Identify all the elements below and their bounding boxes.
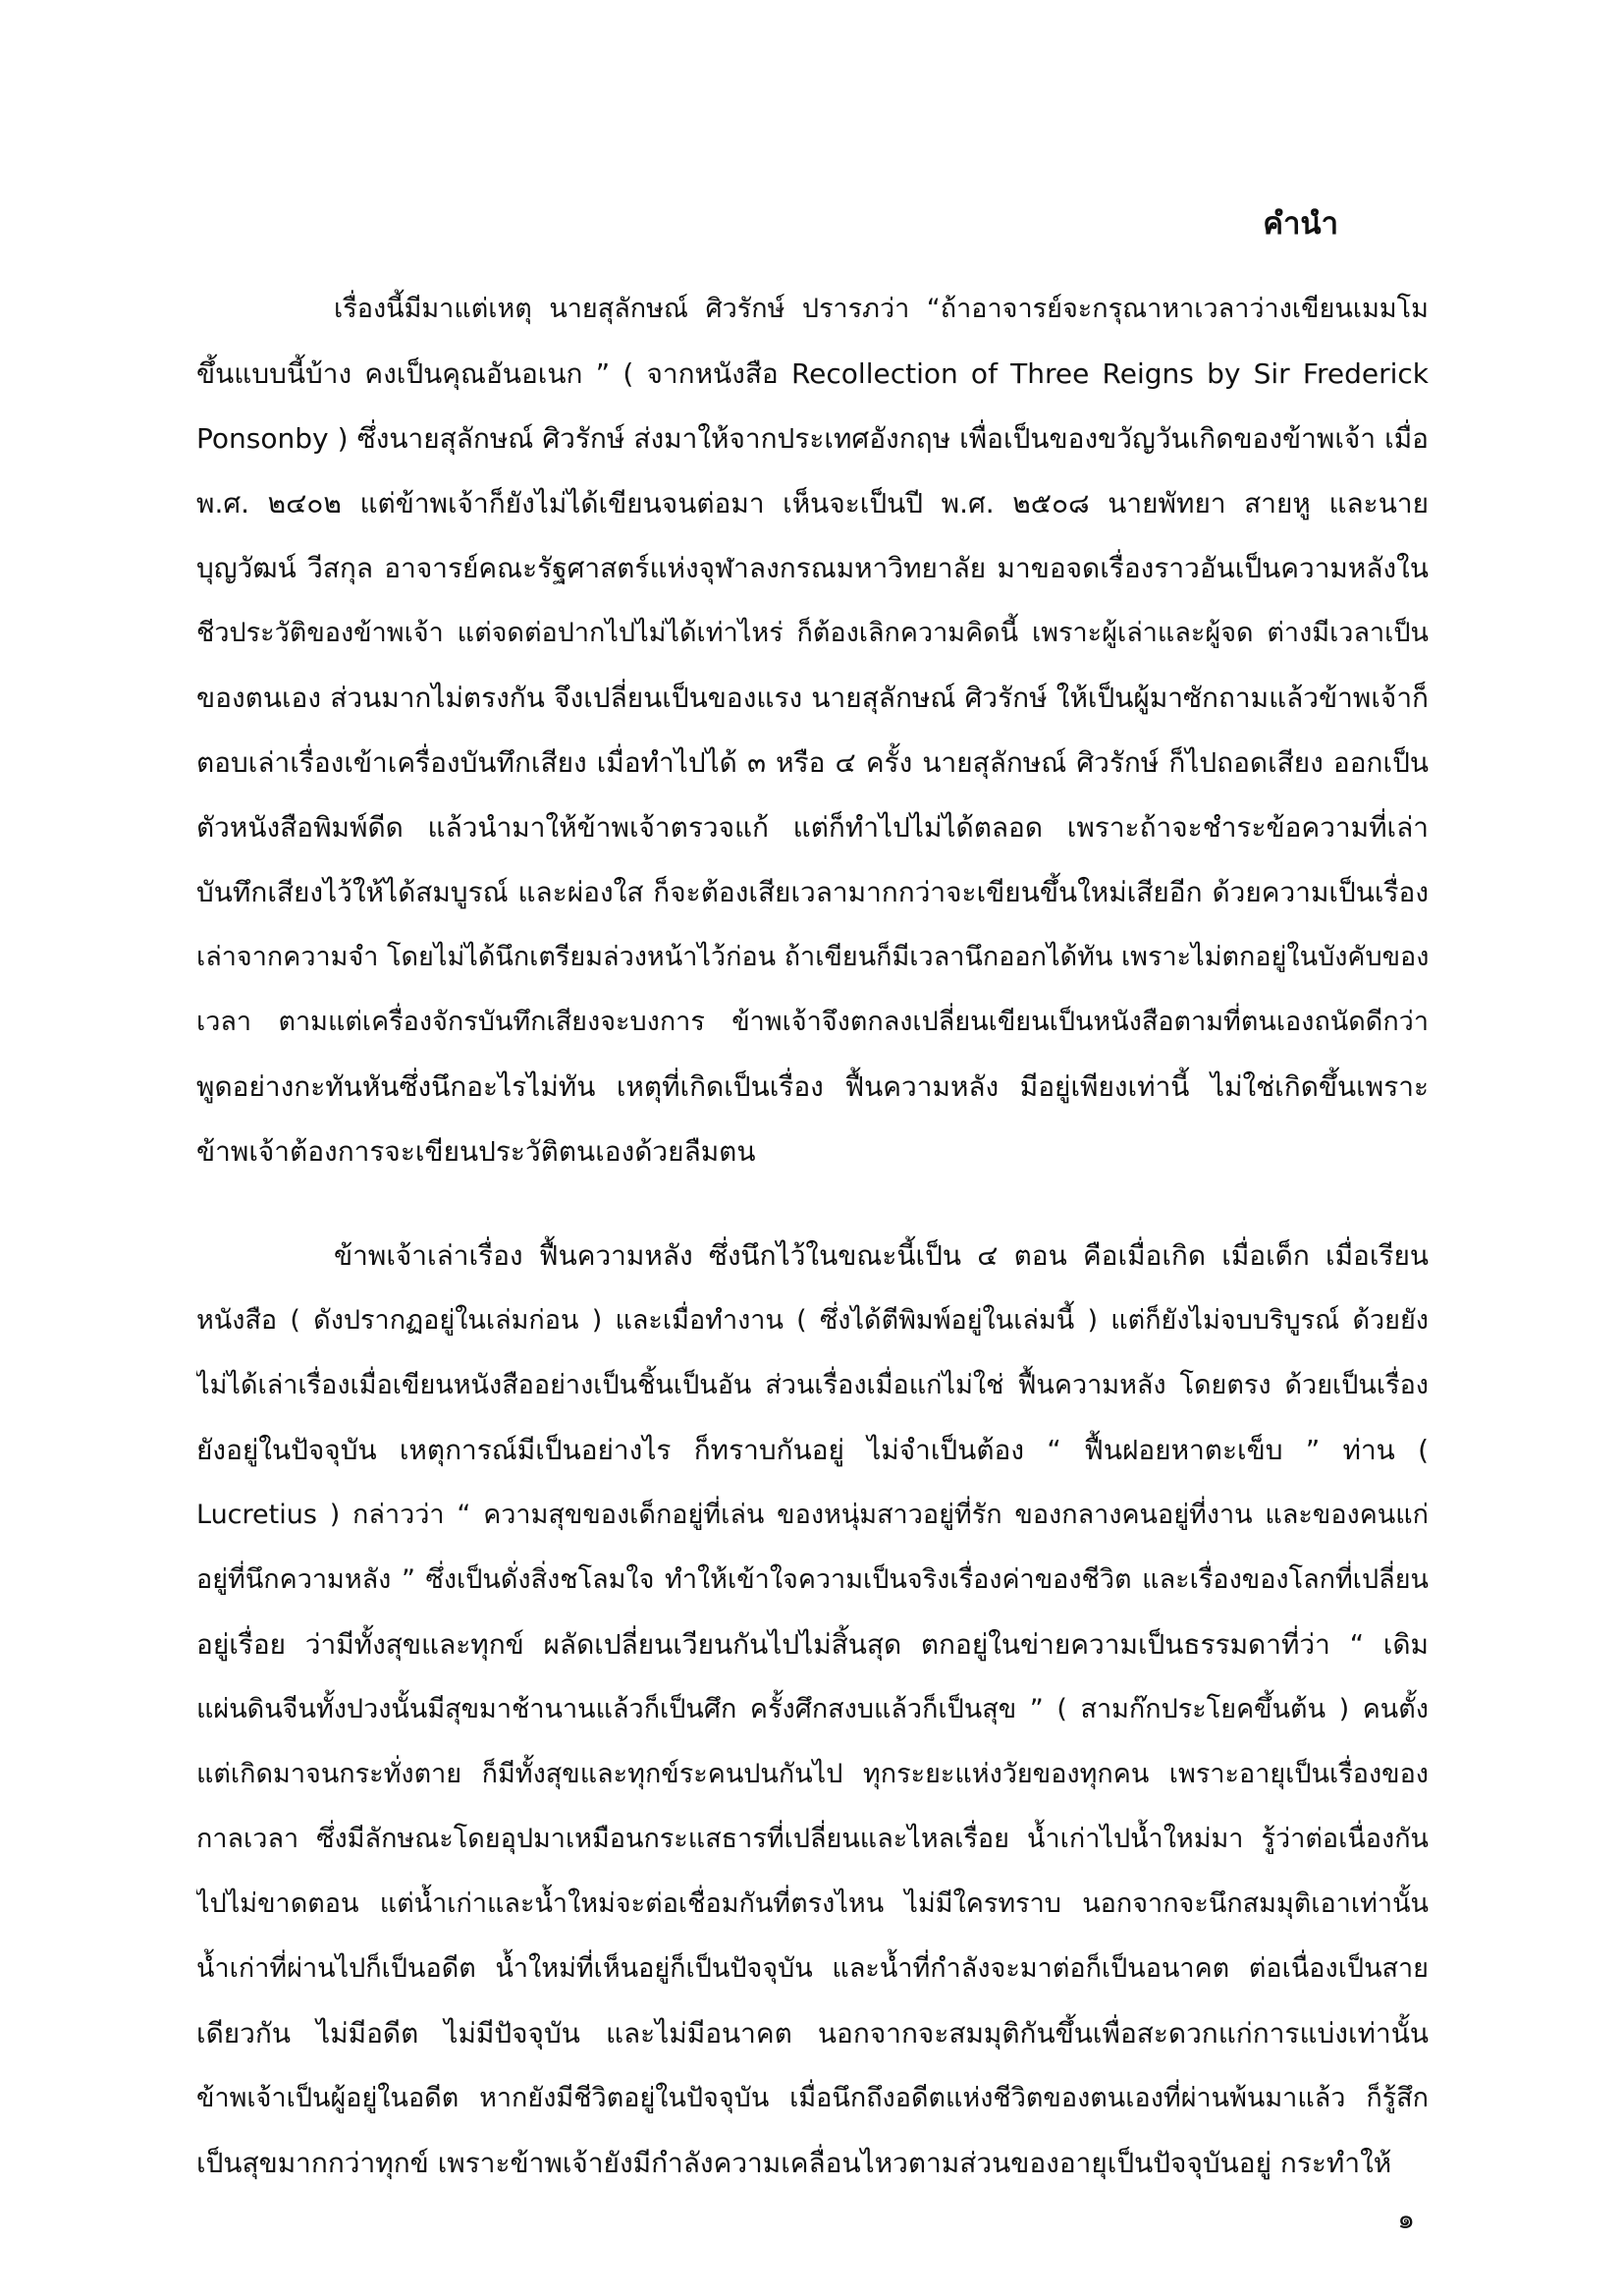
page-number: ๑ xyxy=(1397,2203,1415,2235)
paragraph-1 xyxy=(196,277,1429,1184)
text-line: ของตนเอง ส่วนมากไม่ตรงกัน จึงเปลี่ยนเป็นของแรง นายสุลักษณ์ ศิวรักษ์ ให้เป็นผู้มาซักถามแล้วข้าพเจ้าก็ xyxy=(196,682,1429,714)
text-line: บุญวัฒน์ วีสกุล อาจารย์คณะรัฐศาสตร์แห่งจุฬาลงกรณมหาวิทยาลัย มาขอจดเรื่องราวอันเป็นความหลังใน xyxy=(196,552,1429,584)
text-line: Ponsonby ) ซึ่งนายสุลักษณ์ ศิวรักษ์ ส่งมาให้จากประเทศอังกฤษ เพื่อเป็นของขวัญวันเกิดของข้าพเจ้า เมื่อ xyxy=(196,422,1429,455)
text-line: ขึ้นแบบนี้บ้าง คงเป็นคุณอันอเนก ” ( จากหนังสือ Recollection of Three Reigns by Sir Frederick xyxy=(196,357,1429,390)
text-line: เล่าจากความจำ โดยไม่ได้นึกเตรียมล่วงหน้าไว้ก่อน ถ้าเขียนก็มีเวลานึกออกได้ทัน เพราะไม่ตกอยู่ในบังคับของ xyxy=(196,942,1429,972)
text-line: พ.ศ. ๒๔๐๒ แต่ข้าพเจ้าก็ยังไม่ได้เขียนจนต่อมา เห็นจะเป็นปี พ.ศ. ๒๕๐๘ นายพัทยา สายหู และนาย xyxy=(196,487,1429,519)
text-line: ชีวประวัติของข้าพเจ้า แต่จดต่อปากไปไม่ได้เท่าไหร่ ก็ต้องเลิกความคิดนี้ เพราะผู้เล่าและผู้จด ต่างมีเวลาเป็น xyxy=(196,618,1429,648)
body-text xyxy=(196,277,1429,2196)
text-line: ไปไม่ขาดตอน แต่น้ำเก่าและน้ำใหม่จะต่อเชื่อมกันที่ตรงไหน ไม่มีใครทราบ นอกจากจะนึกสมมุติเอาเท่านั้น xyxy=(196,1888,1429,1919)
text-line: พูดอย่างกะทันหันซึ่งนึกอะไรไม่ทัน เหตุที่เกิดเป็นเรื่อง ฟื้นความหลัง มีอยู่เพียงเท่านี้ ไม่ใช่เกิดขึ้นเพราะ xyxy=(196,1070,1429,1103)
text-line: ตอบเล่าเรื่องเข้าเครื่องบันทึกเสียง เมื่อทำไปได้ ๓ หรือ ๔ ครั้ง นายสุลักษณ์ ศิวรักษ์ ก็ไปถอดเสียง ออกเป็น xyxy=(196,746,1429,779)
page-title: คำนำ xyxy=(1263,206,1338,242)
text-line: เรื่องนี้มีมาแต่เหตุ นายสุลักษณ์ ศิวรักษ์ ปรารภว่า “ถ้าอาจารย์จะกรุณาหาเวลาว่างเขียนเมมโม xyxy=(334,294,1429,324)
text-line: เป็นสุขมากกว่าทุกข์ เพราะข้าพเจ้ายังมีกำลังความเคลื่อนไหวตามส่วนของอายุเป็นปัจจุบันอยู่ กระทำให้ xyxy=(196,2147,1392,2179)
text-line: ไม่ได้เล่าเรื่องเมื่อเขียนหนังสืออย่างเป็นชิ้นเป็นอัน ส่วนเรื่องเมื่อแก่ไม่ใช่ ฟื้นความหลัง โดยตรง ด้วยเป็นเรื่อง xyxy=(196,1370,1429,1400)
text-line: แผ่นดินจีนทั้งปวงนั้นมีสุขมาช้านานแล้วก็เป็นศึก ครั้งศึกสงบแล้วก็เป็นสุข ” ( สามก๊กประโยคขึ้นต้น ) คนตั้ง xyxy=(196,1694,1429,1724)
text-line: น้ำเก่าที่ผ่านไปก็เป็นอดีต น้ำใหม่ที่เห็นอยู่ก็เป็นปัจจุบัน และน้ำที่กำลังจะมาต่อก็เป็นอนาคต ต่อเนื่องเป็นสาย xyxy=(196,1953,1429,1984)
text-line: ยังอยู่ในปัจจุบัน เหตุการณ์มีเป็นอย่างไร ก็ทราบกันอยู่ ไม่จำเป็นต้อง “ ฟื้นฝอยหาตะเข็บ ” ท่าน ( xyxy=(196,1434,1429,1466)
text-line: บันทึกเสียงไว้ให้ได้สมบูรณ์ และผ่องใส ก็จะต้องเสียเวลามากกว่าจะเขียนขึ้นใหม่เสียอีก ด้วยความเป็นเรื่อง xyxy=(196,876,1429,908)
text-line: ข้าพเจ้าต้องการจะเขียนประวัติตนเองด้วยลืมตน xyxy=(196,1135,756,1168)
text-line: ข้าพเจ้าเป็นผู้อยู่ในอดีต หากยังมีชีวิตอยู่ในปัจจุบัน เมื่อนึกถึงอดีตแห่งชีวิตของตนเองที่ผ่านพ้นมาแล้ว ก็รู้สึก xyxy=(196,2083,1429,2113)
text-line: ข้าพเจ้าเล่าเรื่อง ฟื้นความหลัง ซึ่งนึกไว้ในขณะนี้เป็น ๔ ตอน คือเมื่อเกิด เมื่อเด็ก เมื่อเรียน xyxy=(334,1239,1429,1272)
text-line: อยู่ที่นึกความหลัง ” ซึ่งเป็นดั่งสิ่งชโลมใจ ทำให้เข้าใจความเป็นจริงเรื่องค่าของชีวิต และเรื่องของโลกที่เปลี่ยน xyxy=(196,1564,1429,1595)
text-line: เวลา ตามแต่เครื่องจักรบันทึกเสียงจะบงการ ข้าพเจ้าจึงตกลงเปลี่ยนเขียนเป็นหนังสือตามที่ตนเองถนัดดีกว่า xyxy=(196,1007,1429,1037)
text-line: หนังสือ ( ดังปรากฏอยู่ในเล่มก่อน ) และเมื่อทำงาน ( ซึ่งได้ตีพิมพ์อยู่ในเล่มนี้ ) แต่ก็ยังไม่จบบริบูรณ์ ด้วยยัง xyxy=(196,1305,1429,1336)
text-line: Lucretius ) กล่าวว่า “ ความสุขของเด็กอยู่ที่เล่น ของหนุ่มสาวอยู่ที่รัก ของกลางคนอยู่ที่งาน และของคนแก่ xyxy=(196,1500,1429,1530)
text-line: อยู่เรื่อย ว่ามีทั้งสุขและทุกข์ ผลัดเปลี่ยนเวียนกันไปไม่สิ้นสุด ตกอยู่ในข่ายความเป็นธรรมดาที่ว่า “ เดิม xyxy=(196,1628,1429,1661)
text-line: กาลเวลา ซึ่งมีลักษณะโดยอุปมาเหมือนกระแสธารที่เปลี่ยนและไหลเรื่อย น้ำเก่าไปน้ำใหม่มา รู้ว่าต่อเนื่องกัน xyxy=(196,1824,1429,1854)
paragraph-2 xyxy=(196,1224,1429,2196)
text-line: ตัวหนังสือพิมพ์ดีด แล้วนำมาให้ข้าพเจ้าตรวจแก้ แต่ก็ทำไปไม่ได้ตลอด เพราะถ้าจะชำระข้อความที่เล่า xyxy=(196,811,1429,844)
text-line: แต่เกิดมาจนกระทั่งตาย ก็มีทั้งสุขและทุกข์ระคนปนกันไป ทุกระยะแห่งวัยของทุกคน เพราะอายุเป็นเรื่องของ xyxy=(196,1759,1429,1789)
text-line: เดียวกัน ไม่มีอดีต ไม่มีปัจจุบัน และไม่มีอนาคต นอกจากจะสมมุติกันขึ้นเพื่อสะดวกแก่การแบ่งเท่านั้น xyxy=(196,2017,1429,2050)
